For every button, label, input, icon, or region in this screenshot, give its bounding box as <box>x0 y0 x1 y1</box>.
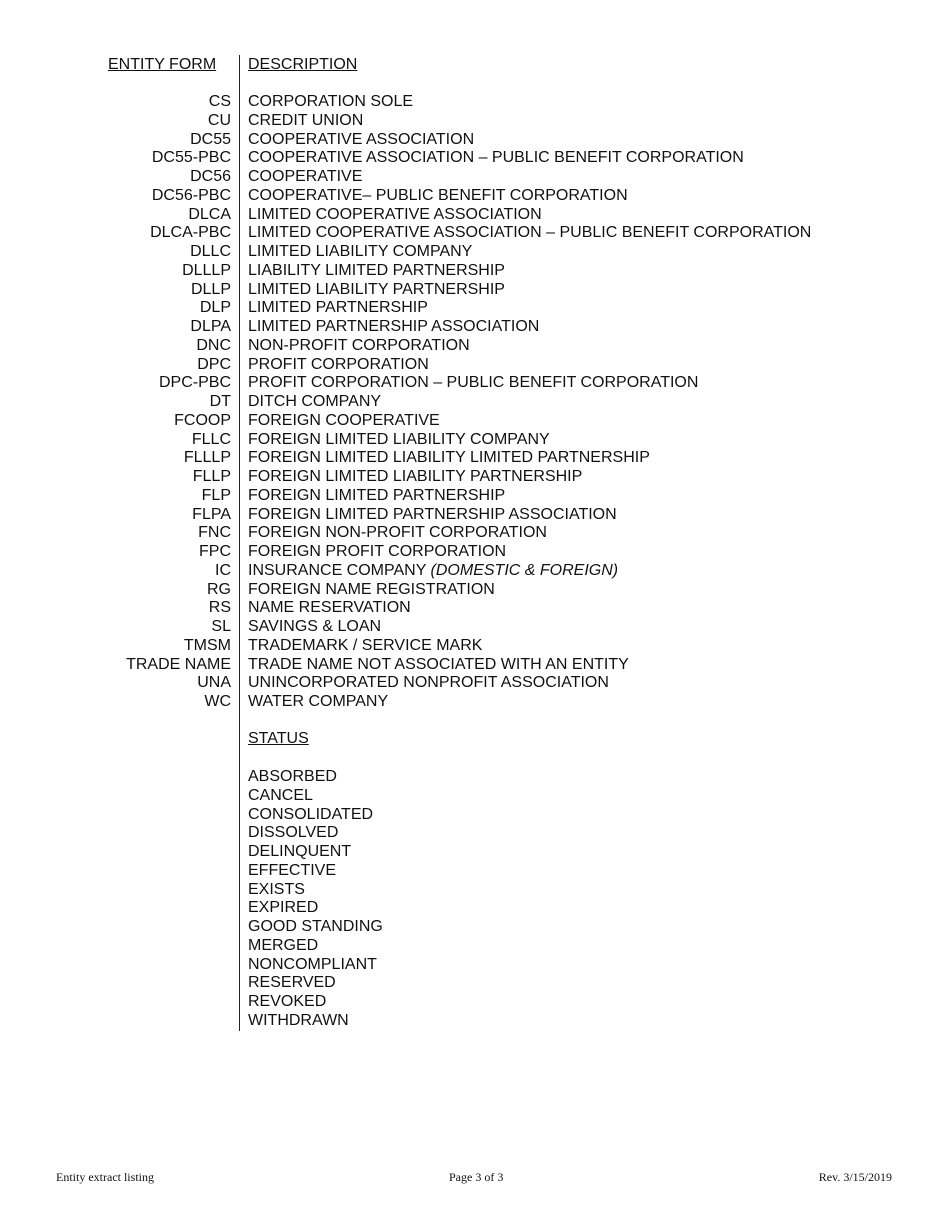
entity-description <box>248 562 811 581</box>
entity-description <box>248 637 811 656</box>
entity-description-text: FOREIGN NON-PROFIT CORPORATION <box>248 524 547 542</box>
status-item: GOOD STANDING <box>248 918 383 935</box>
entity-description <box>248 674 811 693</box>
entity-code: DLCA-PBC <box>150 224 231 242</box>
entity-description-note: (DOMESTIC & FOREIGN) <box>430 561 619 579</box>
entity-description-text: PROFIT CORPORATION <box>248 355 429 373</box>
entity-code: DLLC <box>190 243 231 260</box>
entity-code: DLCA <box>188 205 231 223</box>
entity-code: DPC <box>197 355 231 373</box>
entity-description-text: COOPERATIVE ASSOCIATION <box>248 130 475 148</box>
entity-code: TRADE NAME <box>126 655 231 673</box>
status-item: EXISTS <box>248 880 305 898</box>
entity-description <box>248 337 811 356</box>
entity-description-text: FOREIGN COOPERATIVE <box>248 411 440 429</box>
entity-code: DLLLP <box>182 261 231 279</box>
entity-code: FPC <box>199 543 231 560</box>
entity-description-text: FOREIGN NAME REGISTRATION <box>248 580 495 598</box>
entity-code: DLPA <box>190 318 231 335</box>
entity-description <box>248 412 811 431</box>
entity-code: DPC-PBC <box>158 374 231 392</box>
status-item: CANCEL <box>248 786 313 804</box>
status-item: ABSORBED <box>248 768 337 785</box>
entity-description <box>248 506 811 525</box>
entity-description-text: FOREIGN LIMITED LIABILITY LIMITED PARTNERSHIP <box>248 449 650 467</box>
entity-code: FNC <box>198 524 231 542</box>
entity-description-text: PROFIT CORPORATION – PUBLIC BENEFIT CORPORATION <box>248 374 699 392</box>
entity-description-text: NON-PROFIT CORPORATION <box>248 336 470 354</box>
entity-description <box>248 356 811 375</box>
entity-description-text: WATER COMPANY <box>248 693 389 710</box>
entity-description <box>248 243 811 262</box>
entity-code: DC55-PBC <box>151 149 231 167</box>
entity-code: DLLP <box>190 280 231 298</box>
entity-code: RG <box>207 580 231 598</box>
entity-description-text: LIMITED PARTNERSHIP <box>248 299 428 317</box>
entity-code: RS <box>208 599 231 617</box>
entity-description <box>248 393 811 412</box>
entity-description <box>248 318 811 337</box>
entity-description <box>248 224 811 243</box>
entity-description <box>248 656 811 675</box>
entity-code: DLP <box>199 299 231 317</box>
entity-code: DC55 <box>190 130 231 148</box>
entity-description-text: LIMITED COOPERATIVE ASSOCIATION <box>248 205 542 223</box>
footer-revision: Rev. 3/15/2019 <box>818 1170 892 1184</box>
entity-code: TMSM <box>183 636 231 654</box>
entity-description <box>248 468 811 487</box>
status-item: CONSOLIDATED <box>248 805 374 823</box>
entity-description-text: TRADEMARK / SERVICE MARK <box>248 636 483 654</box>
description-header: DESCRIPTION <box>248 56 358 73</box>
entity-description <box>248 206 811 225</box>
entity-code: DC56-PBC <box>151 186 231 204</box>
entity-code: FCOOP <box>174 411 231 429</box>
entity-description-text: LIMITED LIABILITY COMPANY <box>248 243 473 260</box>
entity-description <box>248 618 811 637</box>
entity-code: FLLC <box>191 430 231 448</box>
entity-description <box>248 581 811 600</box>
entity-code: DT <box>209 393 231 410</box>
entity-description <box>248 112 811 131</box>
entity-code: UNA <box>197 674 231 692</box>
entity-description-text: FOREIGN LIMITED LIABILITY COMPANY <box>248 430 550 448</box>
status-heading: STATUS <box>248 730 309 747</box>
footer-page-number: Page 3 of 3 <box>449 1170 504 1184</box>
entity-description-text: CREDIT UNION <box>248 111 364 129</box>
entity-description <box>248 149 811 168</box>
entity-description-text: LIMITED PARTNERSHIP ASSOCIATION <box>248 318 540 335</box>
entity-description-text: NAME RESERVATION <box>248 599 411 617</box>
entity-description-text: COOPERATIVE– PUBLIC BENEFIT CORPORATION <box>248 186 628 204</box>
entity-code: CS <box>208 93 231 110</box>
entity-description-text: TRADE NAME NOT ASSOCIATED WITH AN ENTITY <box>248 655 629 673</box>
entity-description <box>248 93 811 112</box>
entity-code: FLLLP <box>183 449 231 467</box>
entity-description-text: COOPERATIVE <box>248 168 363 185</box>
entity-description-text: FOREIGN LIMITED PARTNERSHIP <box>248 486 506 504</box>
entity-description <box>248 262 811 281</box>
entity-description <box>248 131 811 150</box>
entity-description <box>248 281 811 300</box>
status-list <box>248 768 383 1031</box>
entity-form-header: ENTITY FORM <box>108 56 217 73</box>
status-item: EFFECTIVE <box>248 861 337 879</box>
status-item: MERGED <box>248 936 319 954</box>
entity-code: DC56 <box>190 168 231 185</box>
entity-description-text: FOREIGN LIMITED LIABILITY PARTNERSHIP <box>248 468 583 485</box>
entity-description <box>248 299 811 318</box>
entity-description-text: FOREIGN LIMITED PARTNERSHIP ASSOCIATION <box>248 505 617 523</box>
entity-description-text: CORPORATION SOLE <box>248 93 414 110</box>
entity-code: WC <box>204 693 231 710</box>
entity-code: DNC <box>196 336 231 354</box>
entity-description-text: COOPERATIVE ASSOCIATION – PUBLIC BENEFIT CORPORATION <box>248 149 744 167</box>
entity-description-list <box>248 93 811 712</box>
status-item: REVOKED <box>248 993 327 1010</box>
entity-code: CU <box>207 111 231 129</box>
entity-description-text: SAVINGS & LOAN <box>248 618 382 635</box>
entity-code: IC <box>215 561 231 579</box>
entity-description <box>248 543 811 562</box>
entity-description-text: LIMITED COOPERATIVE ASSOCIATION – PUBLIC BENEFIT CORPORATION <box>248 224 812 242</box>
entity-code-list <box>80 93 231 712</box>
entity-description-text: INSURANCE COMPANY <box>248 561 431 579</box>
entity-description <box>248 524 811 543</box>
entity-description-text: LIABILITY LIMITED PARTNERSHIP <box>248 261 505 279</box>
entity-description <box>248 693 811 712</box>
entity-description-text: LIMITED LIABILITY PARTNERSHIP <box>248 280 505 298</box>
entity-code: FLLP <box>192 468 231 485</box>
entity-description <box>248 487 811 506</box>
status-item: EXPIRED <box>248 899 319 917</box>
entity-description-text: DITCH COMPANY <box>248 393 382 410</box>
status-item: RESERVED <box>248 974 336 992</box>
entity-description <box>248 449 811 468</box>
status-item: WITHDRAWN <box>248 1011 349 1029</box>
entity-description <box>248 168 811 187</box>
entity-code: FLP <box>201 486 231 504</box>
status-item: NONCOMPLIANT <box>248 955 377 973</box>
column-divider <box>239 55 240 1031</box>
entity-description-text: FOREIGN PROFIT CORPORATION <box>248 543 507 560</box>
entity-code: FLPA <box>192 505 231 523</box>
entity-description <box>248 187 811 206</box>
entity-description <box>248 431 811 450</box>
footer-left: Entity extract listing <box>56 1170 154 1184</box>
entity-description <box>248 374 811 393</box>
status-item: DISSOLVED <box>248 824 339 842</box>
entity-description-text: UNINCORPORATED NONPROFIT ASSOCIATION <box>248 674 609 692</box>
status-item: DELINQUENT <box>248 843 352 860</box>
entity-description <box>248 599 811 618</box>
entity-code: SL <box>211 618 231 635</box>
